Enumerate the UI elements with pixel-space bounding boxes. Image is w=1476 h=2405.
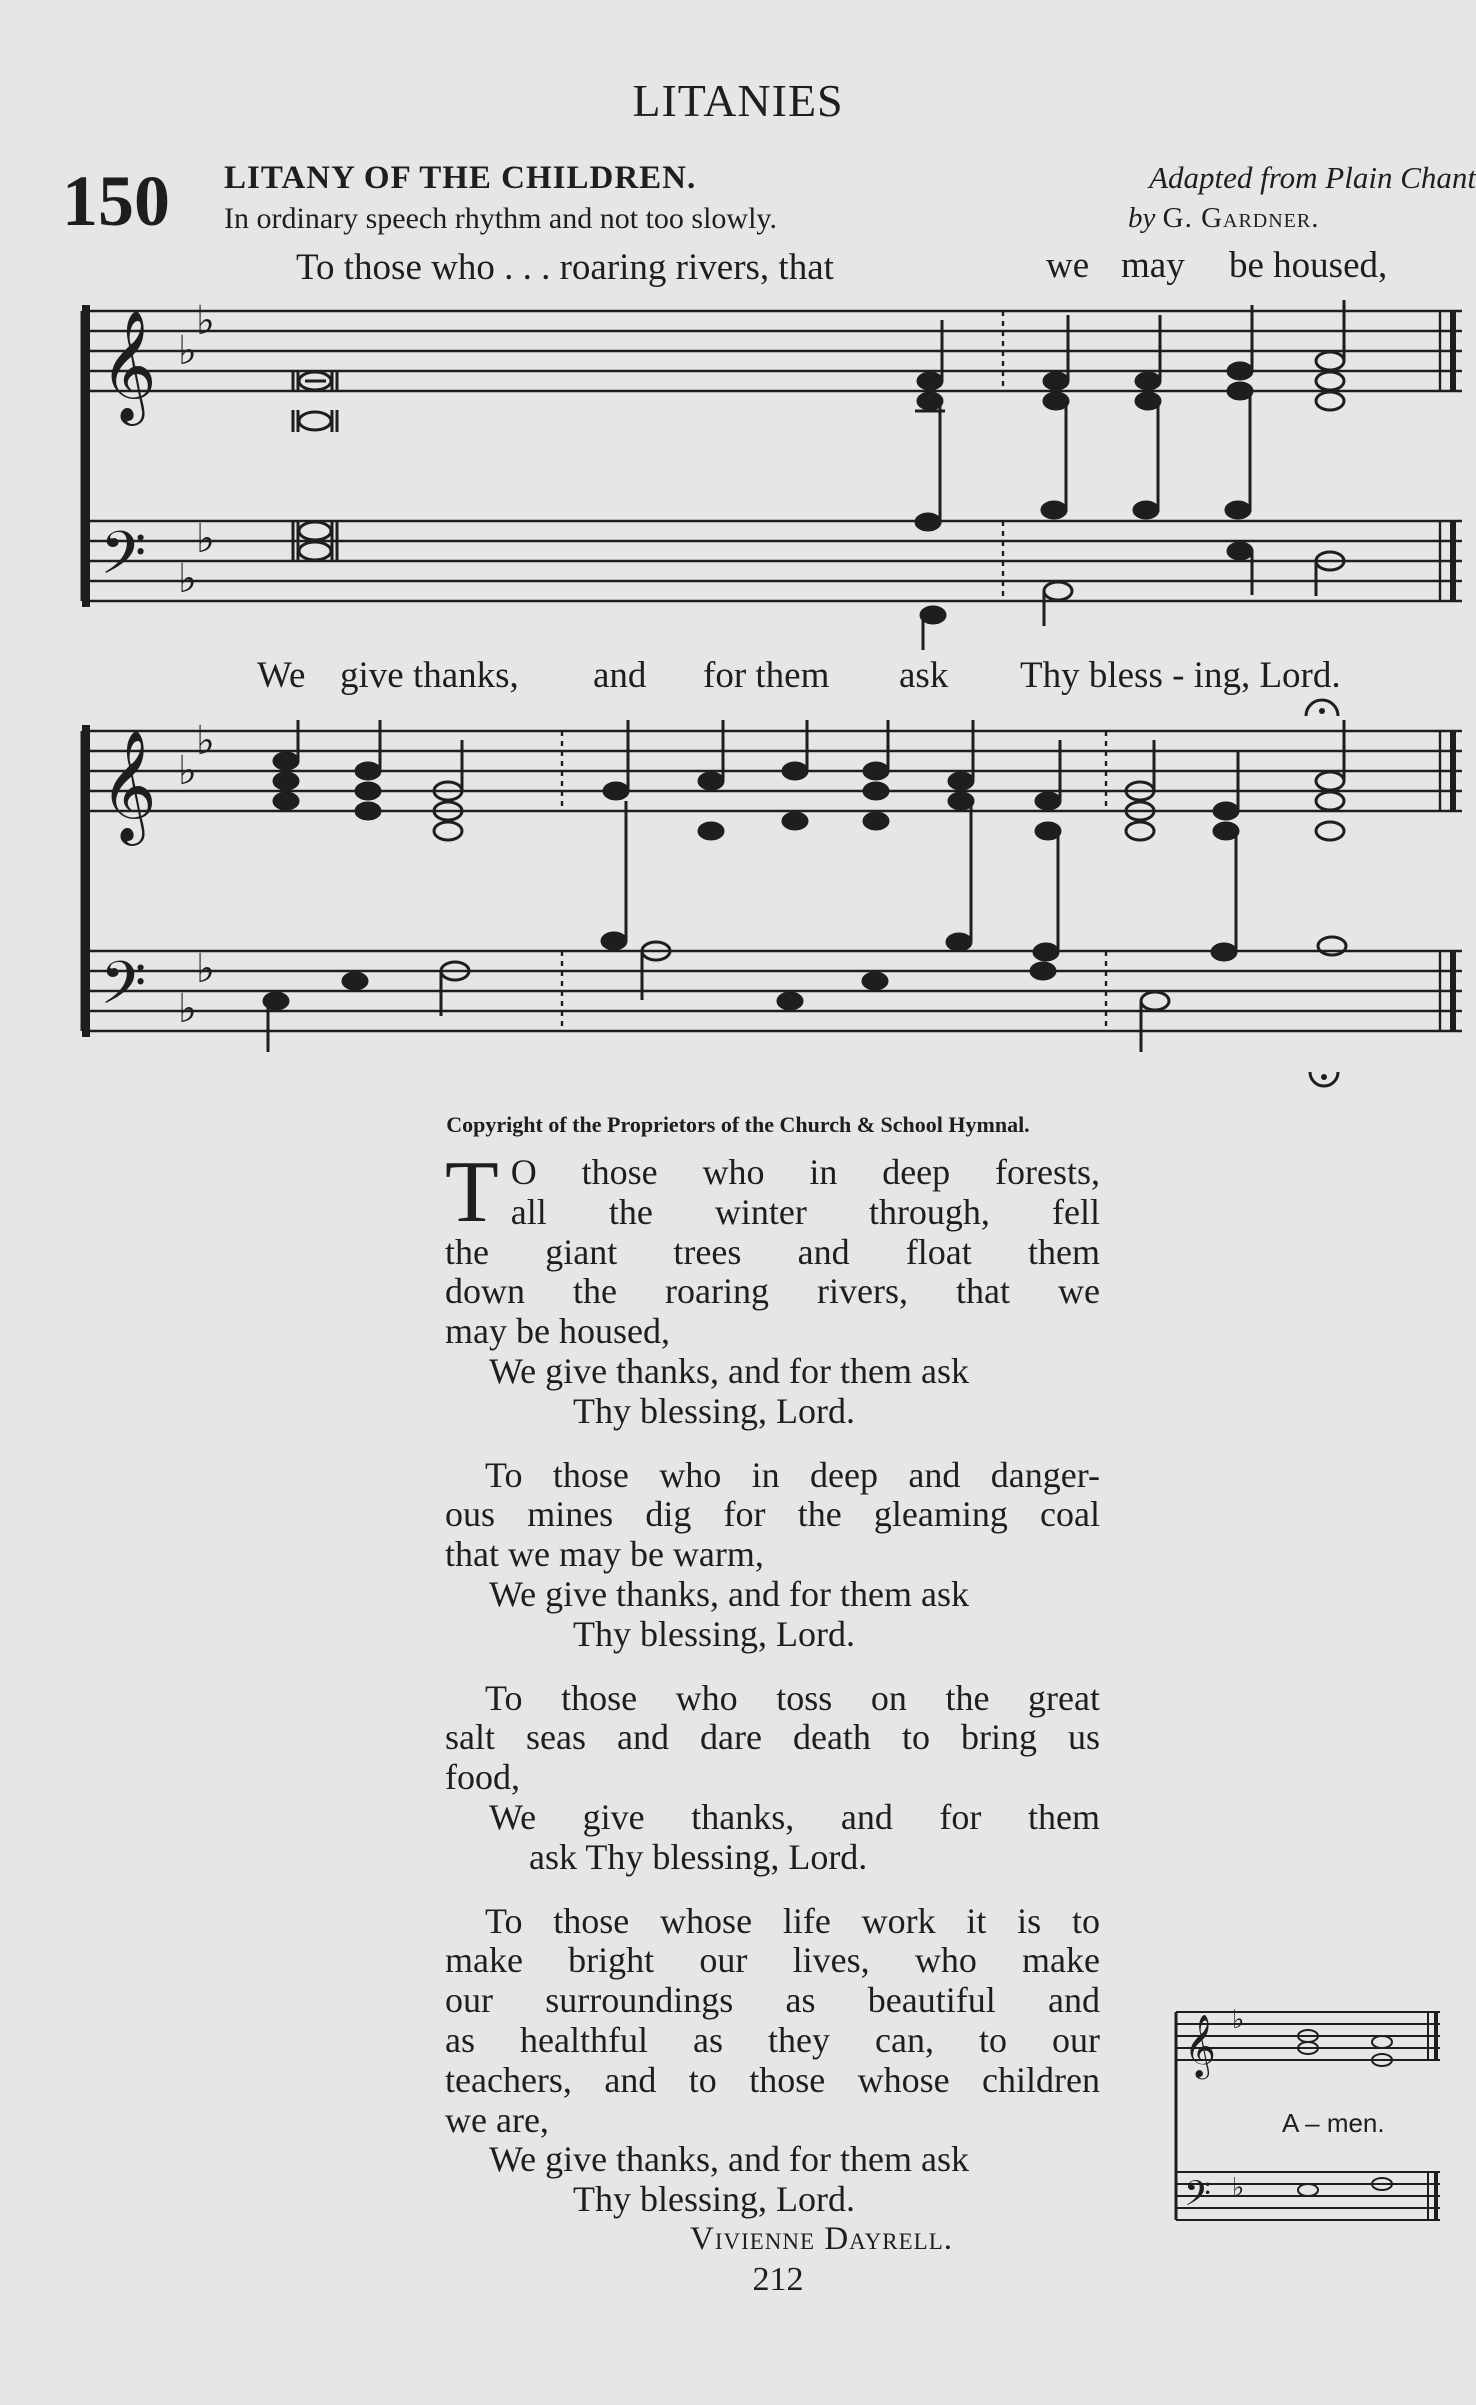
tune-source: Adapted from Plain Chant [1149,160,1476,195]
stanza-1 [445,1144,1100,1432]
lyric-line2-and: and [593,655,647,696]
notes-system-1 [915,305,1252,650]
refrain-line: ask Thy blessing, Lord. [529,1836,868,1877]
copyright-notice: Copyright of the Proprietors of the Church & School Hymnal. [446,1112,1030,1137]
lyric-line2-we: We [257,655,306,696]
bass-clef-icon: 𝄢 [100,948,147,1032]
system-1-treble-staff [82,311,1462,391]
treble-clef-icon: 𝄞 [100,309,157,421]
svg-text:♭: ♭ [196,298,215,344]
poem-line: down the roaring rivers, that we [445,1271,1100,1312]
lyric-line1-may: may [1121,245,1185,286]
treble-clef-icon: 𝄞 [1184,2014,1216,2077]
svg-text:♭: ♭ [178,328,197,374]
poem-line: salt seas and dare death to bring us [445,1717,1100,1758]
poem-line: To those whose life work it is to [485,1900,1100,1941]
refrain-line: We give thanks, and for them [489,1796,1100,1837]
system-1-bass-staff [82,521,1462,601]
poem-line: To those who in deep and danger- [485,1454,1100,1495]
drop-cap: T [445,1144,499,1241]
amen-lyric: A – men. [1282,2108,1385,2138]
svg-text:♭: ♭ [196,946,215,992]
section-title: LITANIES [632,75,844,126]
refrain-line: We give thanks, and for them ask [489,1350,969,1391]
tempo-direction: In ordinary speech rhythm and not too slowly. [224,202,777,235]
svg-text:♭: ♭ [196,718,215,764]
flat-icon: ♭ [1232,2173,1245,2203]
bass-clef-icon: 𝄢 [1184,2173,1212,2222]
lyric-line2-thy-blessing: Thy bless - ing, Lord. [1020,655,1341,696]
hymn-number: 150 [62,161,170,241]
stanza-3 [445,1679,1100,1878]
treble-clef-icon: 𝄞 [100,729,157,841]
stanza-2 [445,1456,1100,1655]
lyric-line2-give-thanks: give thanks, [340,655,519,696]
svg-text:♭: ♭ [196,516,215,562]
lyric-line1-be-housed: be housed, [1229,245,1388,286]
poem-line: the giant trees and float them [445,1231,1100,1272]
half-notes-system-1 [1044,300,1344,626]
svg-text:♭: ♭ [178,986,197,1032]
poem [445,1144,1100,2244]
page-number: 212 [752,2261,804,2298]
flat-icon: ♭ [1232,2005,1245,2035]
poem-line: all the winter through, fell [510,1191,1100,1232]
arranger-name: G. Gardner. [1162,202,1320,234]
poem-line: food, [445,1757,520,1798]
refrain-line: We give thanks, and for them ask [489,2139,969,2180]
poem-line: To those who toss on the great [485,1677,1100,1718]
poem-line: O those who in deep forests, [510,1152,1100,1192]
poem-line: may be housed, [445,1311,670,1352]
poem-line: as healthful as they can, to our [445,2019,1100,2060]
poem-line: we are, [445,2099,549,2140]
refrain-line: Thy blessing, Lord. [573,2179,855,2220]
refrain-line: Thy blessing, Lord. [573,1390,855,1431]
lyric-line1-we: we [1046,245,1090,286]
poem-line: make bright our lives, who make [445,1940,1100,1981]
svg-text:♭: ♭ [178,556,197,602]
refrain-line: Thy blessing, Lord. [573,1613,855,1654]
poem-line: teachers, and to those whose children [445,2059,1100,2100]
poem-line: ous mines dig for the gleaming coal [445,1494,1100,1535]
recitation-chord-treble [293,370,337,432]
svg-text:♭: ♭ [178,748,197,794]
key-signature-flats [178,298,215,1032]
refrain-line: We give thanks, and for them ask [489,1573,969,1614]
poem-author: Vivienne Dayrell. [690,2221,954,2257]
poem-line: our surroundings as beautiful and [445,1980,1100,2021]
lyric-line1-recit: To those who . . . roaring rivers, that [296,247,834,288]
stanza-4 [445,1902,1100,2220]
by-label: by [1128,202,1156,234]
poem-line: that we may be warm, [445,1534,764,1575]
system-2-bass-staff [82,951,1462,1031]
hymn-title: LITANY OF THE CHILDREN. [224,160,697,196]
lyric-line2-for-them: for them [703,655,830,696]
bass-clef-icon: 𝄢 [100,518,147,602]
lyric-line2-ask: ask [899,655,949,696]
